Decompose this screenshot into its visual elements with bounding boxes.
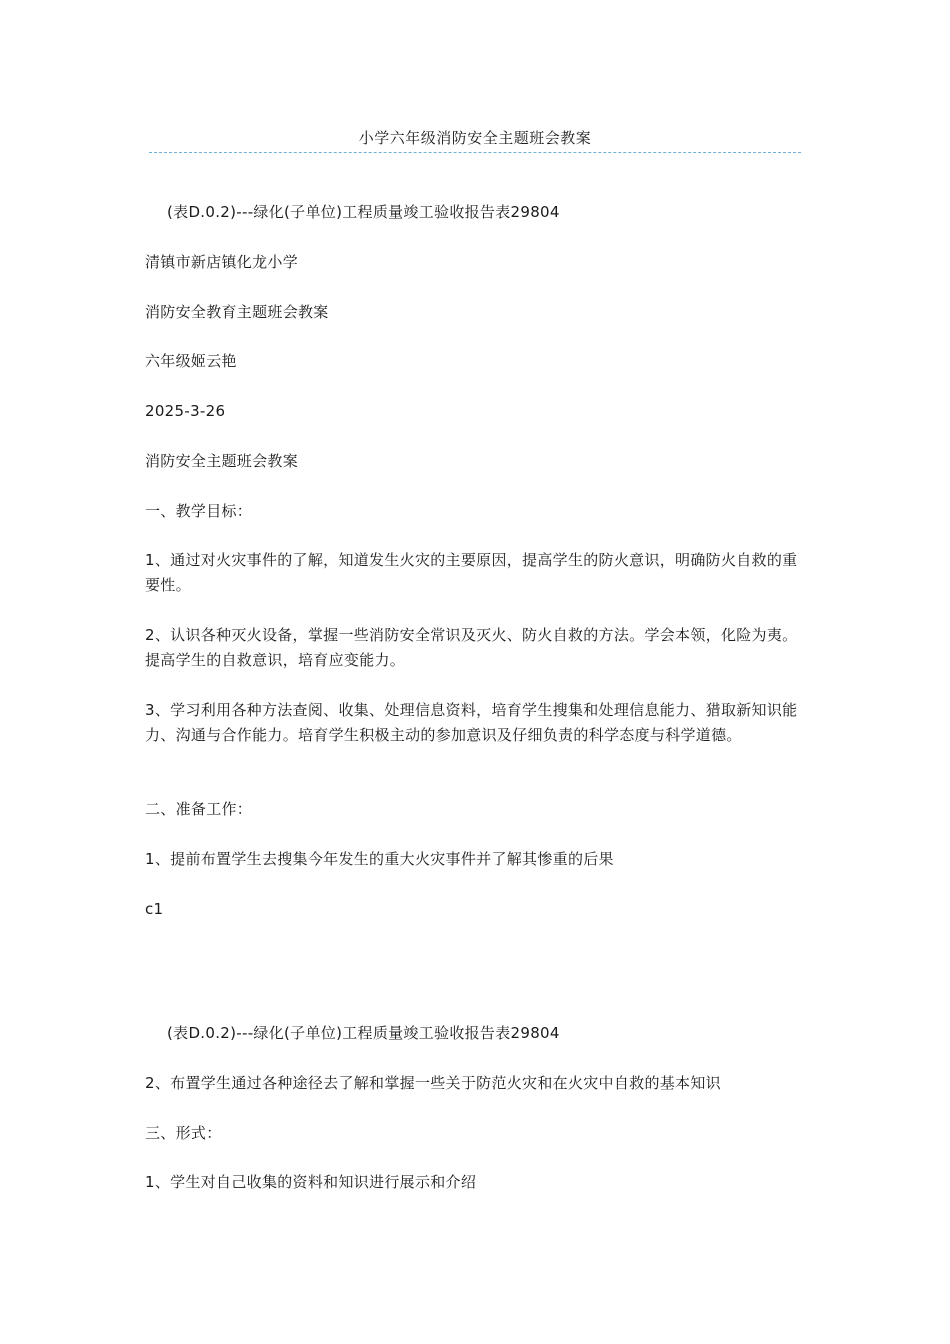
goal-item-2: 2、认识各种灭火设备，掌握一些消防安全常识及灭火、防火自救的方法。学会本领，化险为夷。提高学生的自救意识，培育应变能力。	[145, 626, 798, 669]
school-name: 清镇市新店镇化龙小学	[145, 253, 299, 271]
prep-item-2: 2、布置学生通过各种途径去了解和掌握一些关于防范火灾和在火灾中自救的基本知识	[145, 1074, 721, 1092]
goal-item-3: 3、学习利用各种方法查阅、收集、处理信息资料，培育学生搜集和处理信息能力、猎取新知识能力、沟通与合作能力。培育学生积极主动的参加意识及仔细负责的科学态度与科学道德。	[145, 701, 798, 744]
header-reference-page-2: (表D.0.2)---绿化(子单位)工程质量竣工验收报告表29804	[167, 1024, 560, 1042]
goal-item-1: 1、通过对火灾事件的了解，知道发生火灾的主要原因，提高学生的防火意识，明确防火自救的重要性。	[145, 551, 798, 594]
header-reference: (表D.0.2)---绿化(子单位)工程质量竣工验收报告表29804	[167, 203, 560, 221]
teacher-name: 六年级姬云艳	[145, 352, 237, 370]
document-title: 小学六年级消防安全主题班会教案	[358, 129, 592, 147]
form-item-1: 1、学生对自己收集的资料和知识进行展示和介绍	[145, 1173, 477, 1191]
plan-title-secondary: 消防安全主题班会教案	[145, 452, 299, 470]
prep-item-1: 1、提前布置学生去搜集今年发生的重大火灾事件并了解其惨重的后果	[145, 850, 614, 868]
page-footer-mark: c1	[145, 900, 164, 918]
section-heading-goals: 一、教学目标：	[145, 502, 253, 520]
section-heading-form: 三、形式：	[145, 1124, 222, 1142]
title-divider	[149, 152, 801, 153]
section-heading-prep: 二、准备工作：	[145, 800, 253, 818]
date-text: 2025-3-26	[145, 402, 226, 420]
plan-title: 消防安全教育主题班会教案	[145, 303, 329, 321]
